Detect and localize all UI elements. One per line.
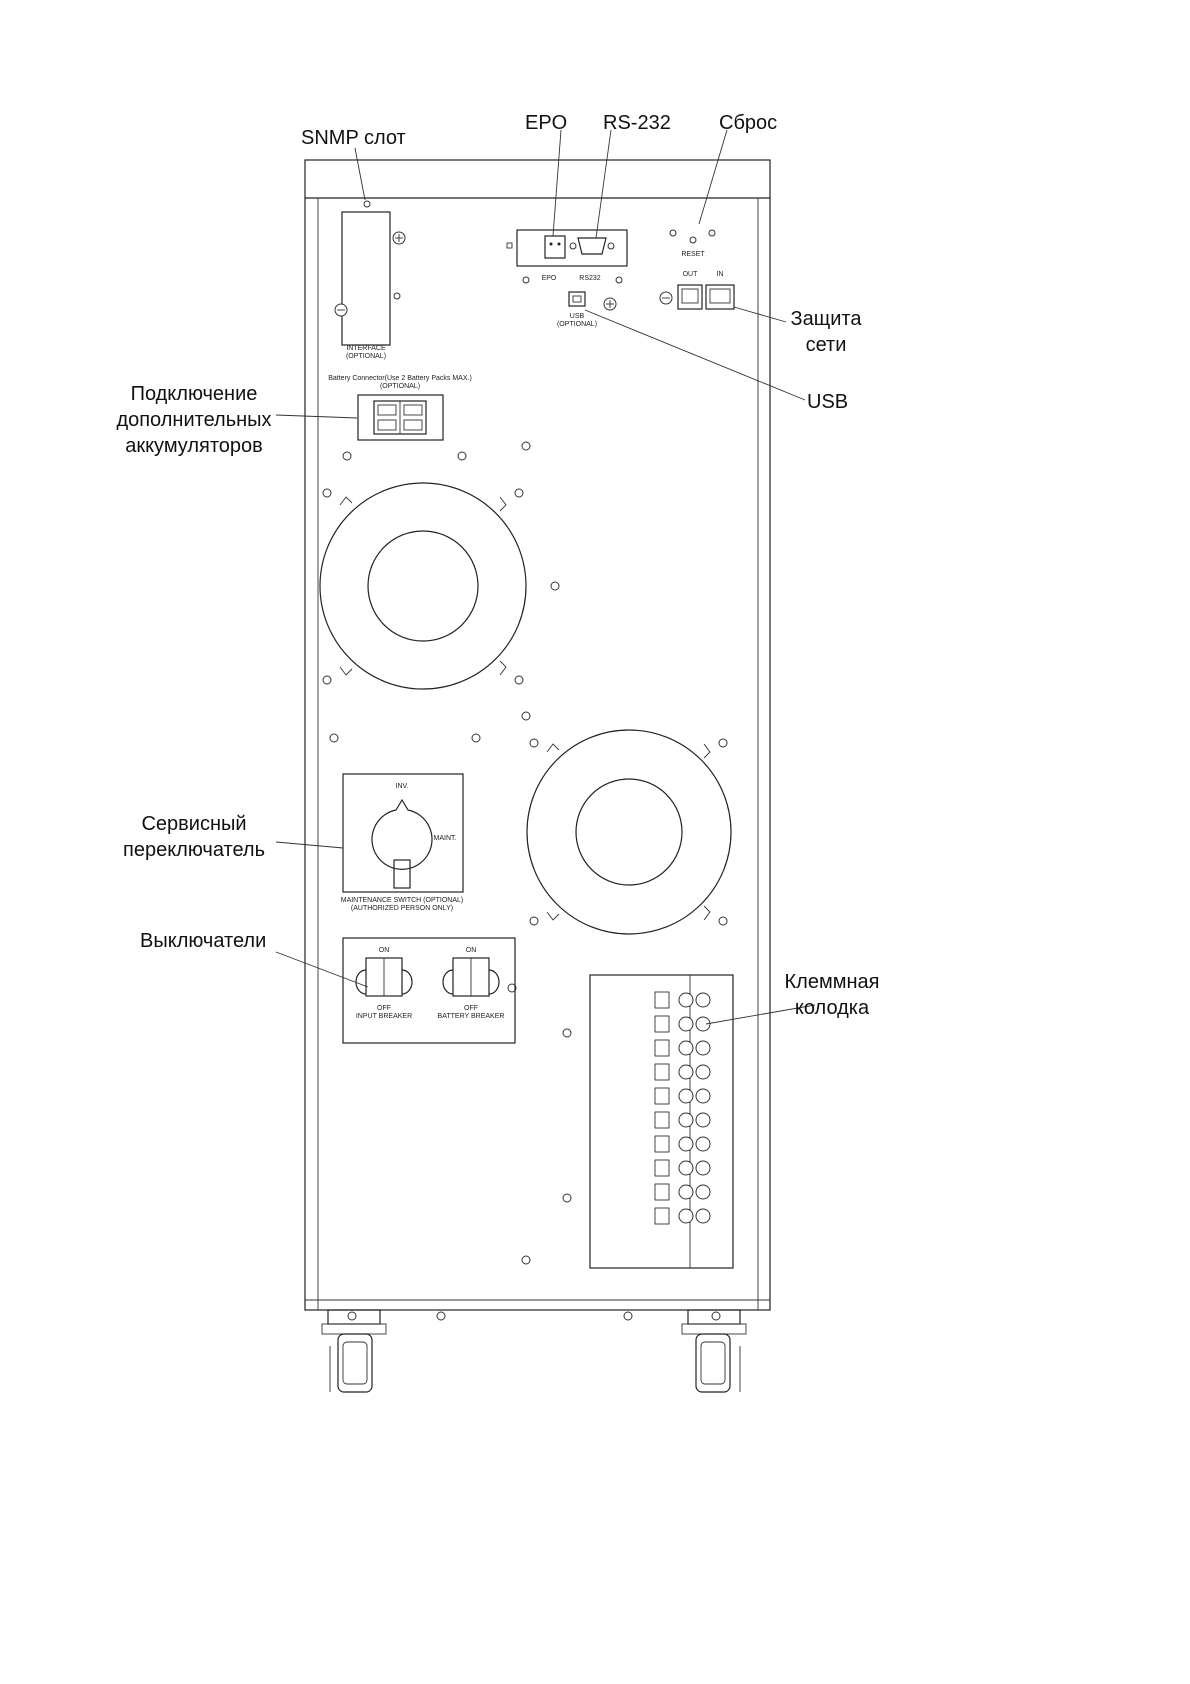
epo-rs232-panel <box>507 230 627 283</box>
interface-label: INTERFACE <box>346 345 386 352</box>
rs232-callout: RS-232 <box>603 112 671 134</box>
service-callout-1: Сервисный <box>141 813 247 835</box>
maintenance-switch <box>341 774 464 912</box>
input-breaker-label: INPUT BREAKER <box>355 1013 413 1020</box>
out-label: OUT <box>682 271 698 278</box>
fan-upper <box>320 483 526 689</box>
rs232-connector <box>578 238 606 254</box>
left-caster <box>322 1310 386 1392</box>
net-protect-callout-1: Защита <box>790 308 862 330</box>
input-breaker-off-label: OFF <box>377 1005 391 1012</box>
battery-callout-2: дополнительных <box>116 409 272 431</box>
usb-port-label: USB <box>569 313 585 320</box>
terminal-block <box>590 975 733 1268</box>
terminal-callout-2: колодка <box>794 997 870 1019</box>
reset-button <box>670 230 715 258</box>
terminal-callout-1: Клеммная <box>784 971 880 993</box>
interface-optional-label: (OPTIONAL) <box>345 353 387 360</box>
epo-connector <box>545 236 565 258</box>
right-caster <box>682 1310 746 1392</box>
epo-callout: EPO <box>525 112 568 134</box>
battery-callout-3: аккумуляторов <box>125 435 263 457</box>
epo-port-label: EPO <box>541 275 557 282</box>
terminal-rows <box>655 992 710 1224</box>
usb-port <box>557 292 616 328</box>
in-label: IN <box>716 271 724 278</box>
usb-optional-label: (OPTIONAL) <box>556 321 598 328</box>
battery-connector-optional-label: (OPTIONAL) <box>379 383 421 390</box>
snmp-slot <box>335 201 405 360</box>
maint-label: MAINT. <box>433 835 457 842</box>
snmp-callout: SNMP слот <box>301 127 406 149</box>
input-breaker-on-label: ON <box>378 947 390 954</box>
battery-breaker-on-label: ON <box>465 947 477 954</box>
fan-lower <box>527 730 731 934</box>
reset-label: RESET <box>681 251 705 258</box>
maint-switch-label: MAINTENANCE SWITCH (OPTIONAL) <box>340 897 464 904</box>
battery-connector <box>328 375 472 440</box>
rs232-port-label: RS232 <box>579 275 601 282</box>
battery-connector-label: Battery Connector(Use 2 Battery Packs MAX.) <box>328 375 472 382</box>
battery-breaker-label: BATTERY BREAKER <box>437 1013 505 1020</box>
net-protect-callout-2: сети <box>805 334 847 356</box>
inv-label: INV. <box>395 783 409 790</box>
breakers-panel <box>343 938 515 1043</box>
battery-breaker-off-label: OFF <box>464 1005 478 1012</box>
battery-callout-1: Подключение <box>130 383 258 405</box>
callout-labels <box>116 112 879 1019</box>
service-callout-2: переключатель <box>123 839 265 861</box>
maint-switch-auth-label: (AUTHORIZED PERSON ONLY) <box>350 905 454 912</box>
breakers-callout: Выключатели <box>140 930 267 952</box>
network-protection-ports <box>660 271 734 309</box>
reset-callout: Сброс <box>719 112 778 134</box>
usb-callout: USB <box>807 391 849 413</box>
